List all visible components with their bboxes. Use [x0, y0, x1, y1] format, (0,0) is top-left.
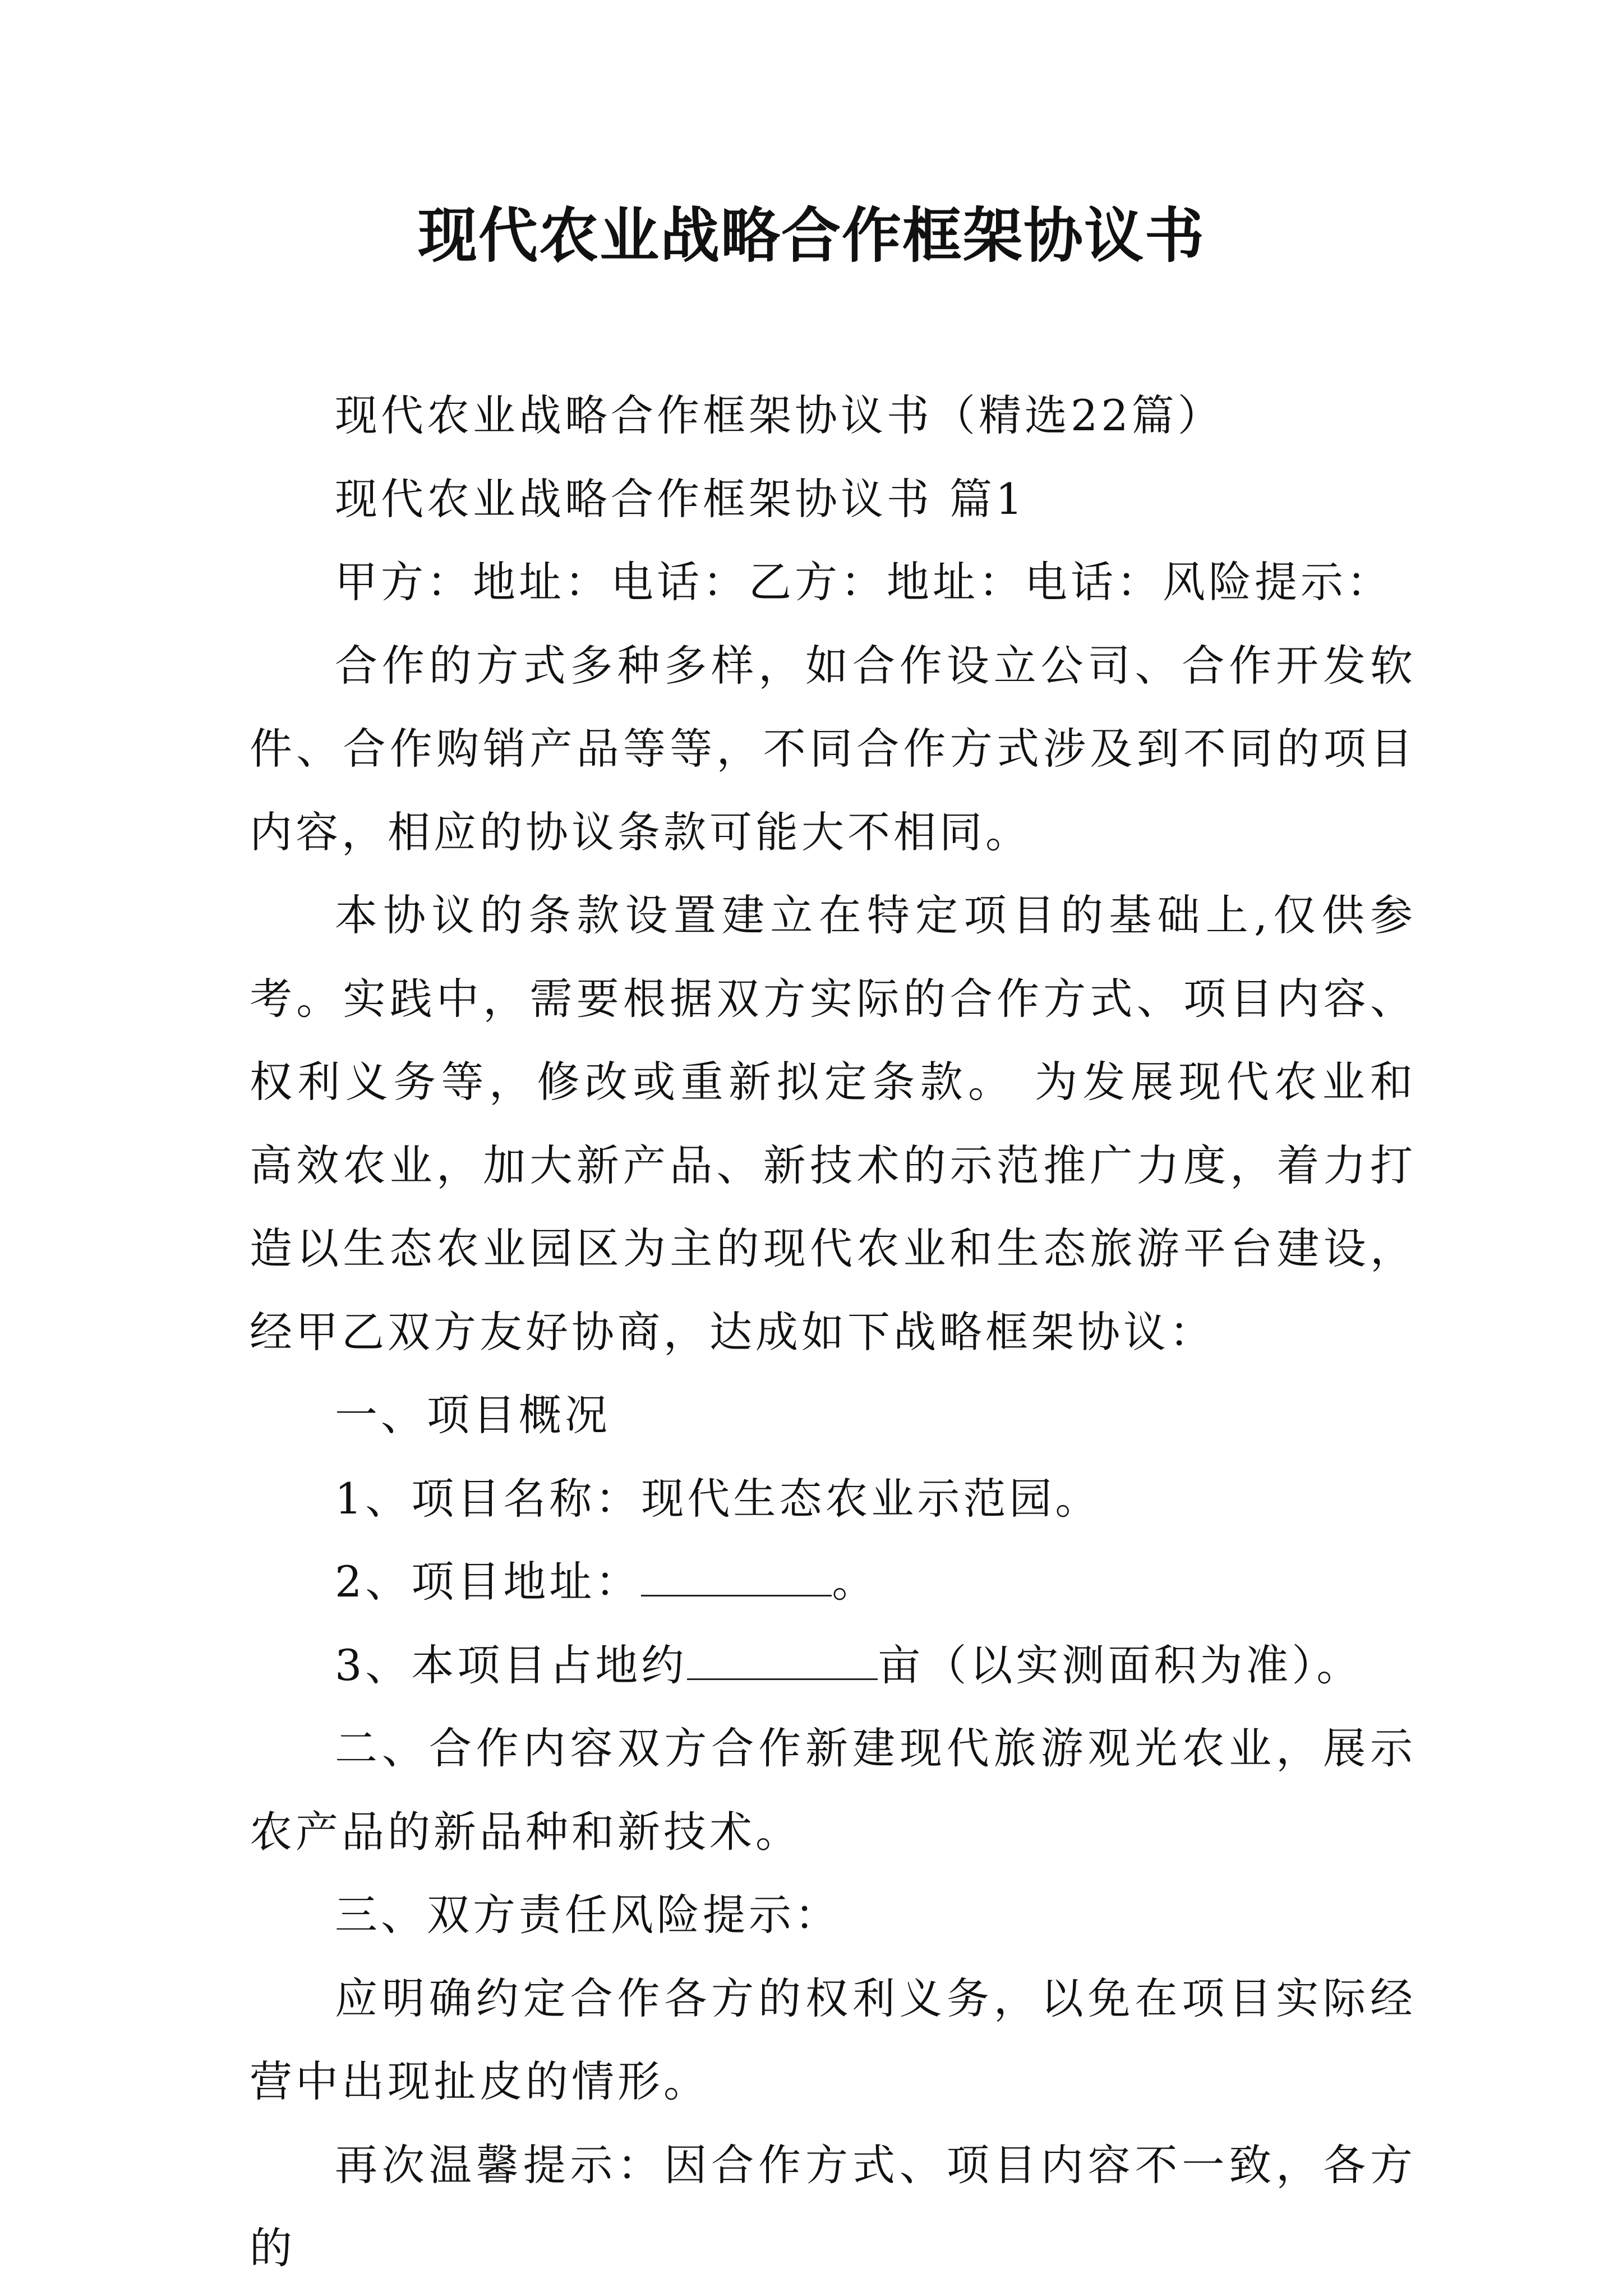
body-paragraph: 合作的方式多种多样，如合作设立公司、合作开发软件、合作购销产品等等，不同合作方式涉及到不同的项目内容，相应的协议条款可能大不相同。 — [250, 640, 1416, 857]
clause-heading: 一、项目概况 — [335, 1390, 611, 1440]
document-title: 现代农业战略合作框架协议书 — [418, 200, 1205, 270]
section-heading: 现代农业战略合作框架协议书 篇1 — [335, 473, 1026, 524]
clause-item-label: 2、项目地址： — [335, 1557, 642, 1607]
body-paragraph: 再次温馨提示：因合作方式、项目内容不一致，各方的 — [250, 2139, 1416, 2273]
clause-item: 1、项目名称：现代生态农业示范园。 — [335, 1473, 1101, 1524]
clause-item-label: 3、本项目占地约 — [335, 1640, 688, 1690]
fill-in-blank — [687, 1642, 878, 1680]
document-body — [250, 374, 1416, 2290]
clause-item-suffix: 亩（以实测面积为准）。 — [878, 1640, 1363, 1690]
body-paragraph: 应明确约定合作各方的权利义务，以免在项目实际经营中出现扯皮的情形。 — [250, 1973, 1416, 2106]
parties-paragraph: 甲方：地址：电话：乙方：地址：电话：风险提示： — [335, 557, 1393, 607]
clause-item — [250, 1624, 1416, 1708]
clause-item-suffix: 。 — [832, 1557, 878, 1607]
clause-heading: 三、双方责任风险提示： — [335, 1890, 841, 1940]
subtitle-paragraph: 现代农业战略合作框架协议书（精选22篇） — [335, 390, 1224, 440]
body-paragraph: 本协议的条款设置建立在特定项目的基础上,仅供参考。实践中，需要根据双方实际的合作方式、项目内容、权利义务等，修改或重新拟定条款。 为发展现代农业和高效农业，加大新产品、新技术的示范推广力度，着力打造以生态农业园区为主的现代农业和生态旅游平台建设，经甲乙双方友好协商，达成如下战略框架协议： — [250, 890, 1416, 1357]
clause-item — [250, 1540, 1416, 1624]
fill-in-blank — [641, 1559, 832, 1596]
clause-heading: 二、合作内容双方合作新建现代旅游观光农业，展示农产品的新品种和新技术。 — [250, 1723, 1416, 1857]
